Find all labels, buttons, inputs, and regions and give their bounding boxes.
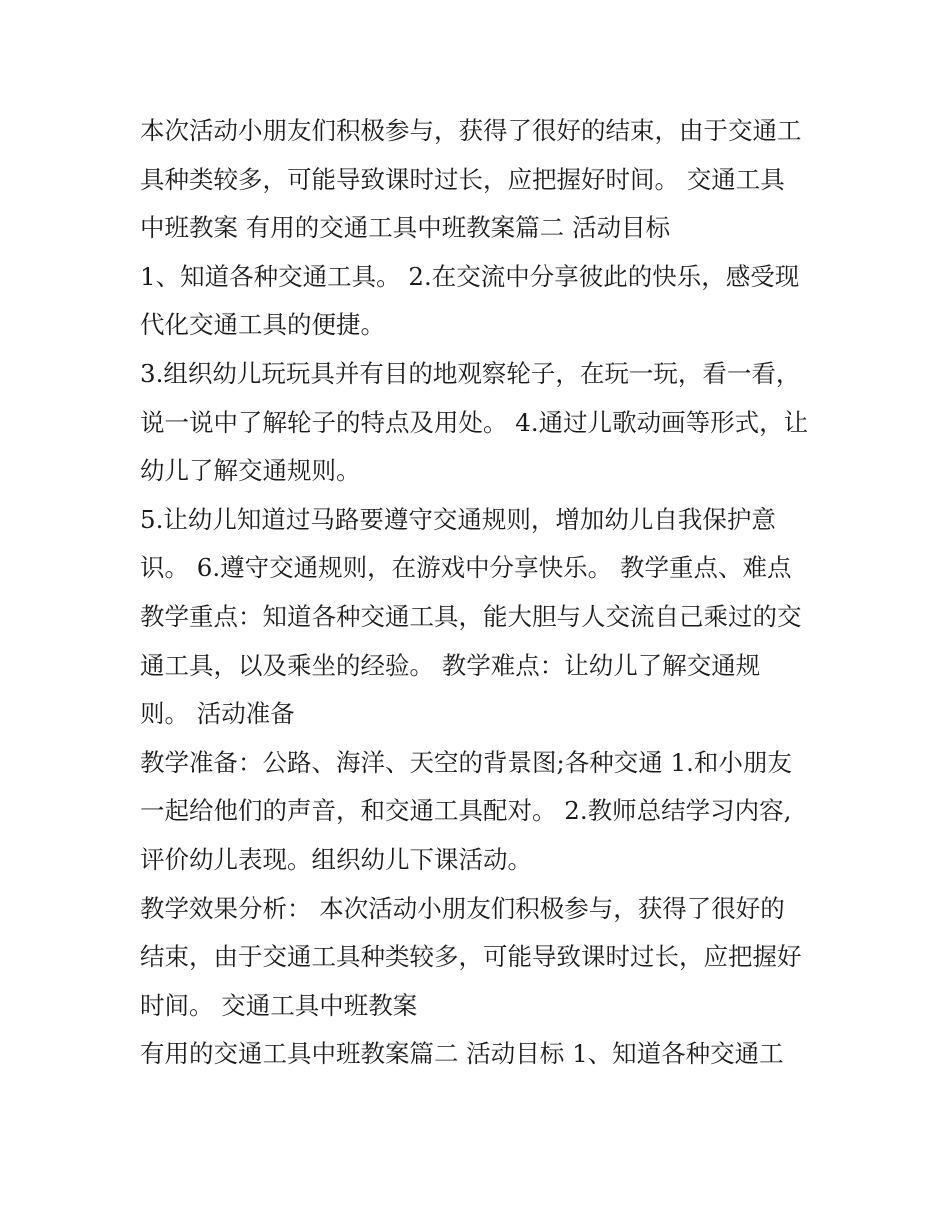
text-line: 教学效果分析： 本次活动小朋友们积极参与，获得了很好的 <box>140 893 785 923</box>
text-line: 评价幼儿表现。组织幼儿下课活动。 <box>140 844 532 874</box>
text-line: 时间。 交通工具中班教案 <box>140 990 418 1020</box>
text-line: 教学准备：公路、海洋、天空的背景图;各种交通 1.和小朋友 <box>140 747 792 777</box>
text-line: 具种类较多，可能导致课时过长，应把握好时间。 交通工具 <box>140 164 785 194</box>
text-line: 中班教案 有用的交通工具中班教案篇二 活动目标 <box>140 213 671 243</box>
text-line: 代化交通工具的便捷。 <box>140 310 385 340</box>
document-body <box>140 107 820 1079</box>
text-line: 1、知道各种交通工具。 2.在交流中分享彼此的快乐，感受现 <box>140 261 800 291</box>
text-line: 有用的交通工具中班教案篇二 活动目标 1、知道各种交通工 <box>140 1039 784 1069</box>
text-line: 5.让幼儿知道过马路要遵守交通规则，增加幼儿自我保护意 <box>140 504 776 534</box>
text-line: 识。 6.遵守交通规则，在游戏中分享快乐。 教学重点、难点 <box>140 553 792 583</box>
text-line: 则。 活动准备 <box>140 699 295 729</box>
text-line: 3.组织幼儿玩玩具并有目的地观察轮子，在玩一玩，看一看， <box>140 358 801 388</box>
text-line: 结束，由于交通工具种类较多，可能导致课时过长，应把握好 <box>140 942 802 972</box>
text-line: 幼儿了解交通规则。 <box>140 456 361 486</box>
text-line: 本次活动小朋友们积极参与，获得了很好的结束，由于交通工 <box>140 116 802 145</box>
text-line: 说一说中了解轮子的特点及用处。 4.通过儿歌动画等形式，让 <box>140 407 809 437</box>
text-line: 通工具，以及乘坐的经验。 教学难点：让幼儿了解交通规 <box>140 650 761 680</box>
text-line: 一起给他们的声音，和交通工具配对。 2.教师总结学习内容, <box>140 796 792 826</box>
text-line: 教学重点：知道各种交通工具，能大胆与人交流自己乘过的交 <box>140 601 802 631</box>
